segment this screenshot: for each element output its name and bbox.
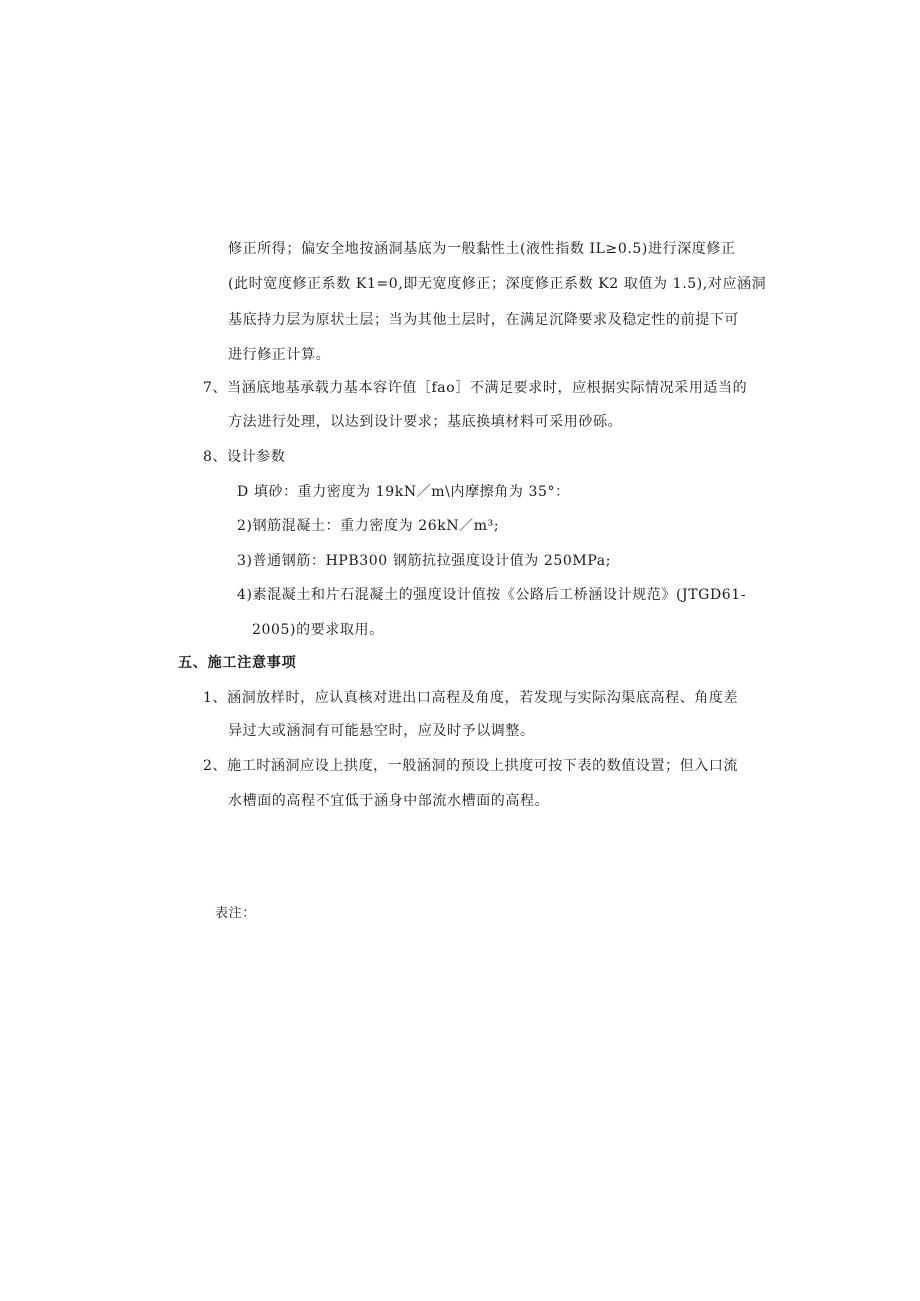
list-item-7: 7、当涵底地基承载力基本容许值［fao］不满足要求时，应根据实际情况采用适当的 [203,380,748,396]
paragraph-line: 异过大或涵洞有可能悬空时，应及时予以调整。 [228,723,535,739]
list-item-1: 1、涵洞放样时，应认真核对进出口高程及角度，若发现与实际沟渠底高程、角度差 [203,690,739,706]
paragraph-line: (此时宽度修正系数 K1=0,即无宽度修正；深度修正系数 K2 取值为 1.5),对应涵洞 [228,276,767,292]
list-item-2: 2、施工时涵洞应设上拱度，一般涵洞的预设上拱度可按下表的数值设置；但入口流 [203,758,739,774]
paragraph-line: 进行修正计算。 [228,347,331,363]
param-item-3: 3)普通钢筋：HPB300 钢筋抗拉强度设计值为 250MPa; [237,553,612,569]
param-item-2: 2)钢筋混凝土：重力密度为 26kN／m³; [237,518,500,534]
paragraph-line: 基底持力层为原状土层；当为其他土层时，在满足沉降要求及稳定性的前提下可 [228,312,739,328]
section-heading: 五、施工注意事项 [178,655,297,671]
list-item-8: 8、设计参数 [203,449,286,465]
paragraph-line: 方法进行处理，以达到设计要求；基底换填材料可采用砂砾。 [228,414,623,430]
param-item-1: D 填砂：重力密度为 19kN／m\内摩擦角为 35°： [237,484,570,500]
paragraph-line: 修正所得；偏安全地按涵洞基底为一般黏性土(液性指数 IL≥0.5)进行深度修正 [228,241,736,257]
paragraph-line: 2005)的要求取用。 [252,622,384,638]
paragraph-line: 水槽面的高程不宜低于涵身中部流水槽面的高程。 [228,793,550,809]
table-note-label: 表注： [215,906,256,921]
param-item-4: 4)素混凝土和片石混凝土的强度设计值按《公路后工桥涵设计规范》(JTGD61- [237,587,747,603]
